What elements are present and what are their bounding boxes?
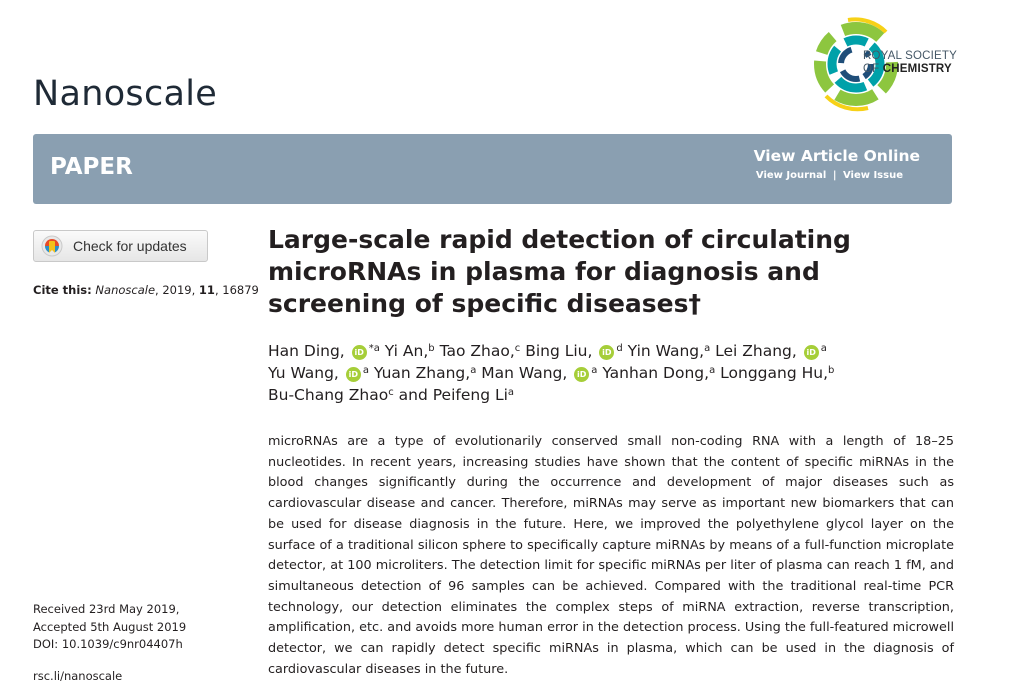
author: [399, 386, 514, 404]
author: [602, 364, 715, 382]
abstract: microRNAs are a type of evolutionarily conserved small non-coding RNA with a length of 18–25 nucleotides. In recent years, increasing studies have shown that the content of specific miRNAs in the blood changes significantly during the occurrence and development of major diseases such as cardiovascular disease and cancer. Therefore, miRNAs may serve as important new biomarkers that can be used for disease diagnosis in the future. Here, we improved the polyethylene glycol layer on the surface of a traditional silicon sphere to specifically capture miRNAs by means of a full-function microplate detector, at 100 microliters. The detection limit for specific miRNAs per liter of plasma can reach 1 fM, and simultaneous detection of 96 samples can be achieved. Compared with the traditional real-time PCR technology, our detection eliminates the complex steps of miRNA extraction, reverse transcription, amplification, etc. and avoids more human error in the detection process. Using the full-featured microwell detector, we can rapidly detect specific miRNAs in plasma, which can be used in the diagnosis of cardiovascular diseases in the future.: [268, 434, 954, 677]
view-article-online-link[interactable]: View Article Online: [753, 147, 920, 165]
author-name[interactable]: and Peifeng Li: [398, 386, 508, 404]
cite-pages: , 16879: [214, 283, 259, 297]
author-name[interactable]: Yu Wang,: [268, 364, 339, 382]
cite-prefix: Cite this:: [33, 283, 92, 297]
article-history: [33, 601, 186, 654]
rsc-line2-bold: CHEMISTRY: [882, 63, 952, 75]
view-journal-link[interactable]: View Journal: [755, 170, 827, 181]
rsc-line1: ROYAL SOCIETY: [863, 50, 957, 62]
author: [385, 342, 435, 360]
author-name[interactable]: Longgang Hu,: [720, 364, 828, 382]
orcid-icon[interactable]: iD: [574, 367, 589, 382]
author-affiliation: a: [704, 343, 711, 354]
author-name[interactable]: Yin Wang,: [627, 342, 705, 360]
rsc-wordmark: [863, 50, 957, 76]
author-affiliation: b: [828, 365, 835, 376]
author: [481, 364, 597, 382]
author-affiliation: c: [388, 387, 394, 398]
orcid-icon[interactable]: iD: [804, 345, 819, 360]
cite-year: , 2019,: [155, 283, 199, 297]
link-separator: |: [832, 170, 837, 181]
author-affiliation: a: [470, 365, 477, 376]
author: [268, 342, 380, 360]
author-affiliation: a: [591, 365, 598, 376]
author-affiliation: a: [709, 365, 716, 376]
author: [715, 342, 827, 360]
author: [628, 342, 711, 360]
article-title: Large-scale rapid detection of circulating microRNAs in plasma for diagnosis and screening of specific diseases†: [268, 225, 851, 318]
author-affiliation: a: [820, 343, 827, 354]
author: [440, 342, 521, 360]
author-affiliation: a: [362, 365, 369, 376]
orcid-icon[interactable]: iD: [599, 345, 614, 360]
author-list: [268, 340, 958, 406]
author: [374, 364, 476, 382]
author-affiliation: a: [507, 387, 515, 398]
author: [268, 386, 394, 404]
author-name[interactable]: Yanhan Dong,: [602, 364, 710, 382]
cite-this: [33, 283, 259, 297]
author-name[interactable]: Bu-Chang Zhao: [268, 386, 389, 404]
author-affiliation: *a: [368, 343, 380, 354]
cite-volume: 11: [198, 283, 215, 297]
author-affiliation: c: [514, 343, 521, 354]
journal-short-link[interactable]: rsc.li/nanoscale: [33, 669, 123, 683]
orcid-icon[interactable]: iD: [352, 345, 367, 360]
check-for-updates-button[interactable]: [33, 230, 208, 262]
author-name[interactable]: Man Wang,: [481, 364, 568, 382]
view-issue-link[interactable]: View Issue: [842, 170, 903, 181]
author-affiliation: b: [428, 343, 435, 354]
orcid-icon[interactable]: iD: [346, 367, 361, 382]
article-type-label: PAPER: [50, 154, 133, 180]
author: [720, 364, 834, 382]
banner-sublinks: [756, 170, 903, 181]
author-name[interactable]: Lei Zhang,: [715, 342, 797, 360]
crossmark-icon: [41, 235, 63, 257]
author-name[interactable]: Yuan Zhang,: [373, 364, 471, 382]
author-name[interactable]: Yi An,: [384, 342, 429, 360]
author: [525, 342, 623, 360]
accepted-date: Accepted 5th August 2019: [33, 619, 187, 634]
cite-journal: Nanoscale: [95, 283, 156, 297]
rsc-line2-prefix: OF: [863, 63, 880, 75]
author-name[interactable]: Han Ding,: [268, 342, 345, 360]
article-type-banner: [33, 134, 952, 204]
received-date: Received 23rd May 2019,: [33, 602, 180, 616]
check-for-updates-label: Check for updates: [73, 238, 187, 254]
author-name[interactable]: Bing Liu,: [525, 342, 593, 360]
author-name[interactable]: Tao Zhao,: [439, 342, 515, 360]
author: [268, 364, 369, 382]
author-affiliation: d: [616, 343, 623, 354]
doi[interactable]: DOI: 10.1039/c9nr04407h: [33, 637, 183, 651]
journal-name: Nanoscale: [33, 74, 218, 114]
